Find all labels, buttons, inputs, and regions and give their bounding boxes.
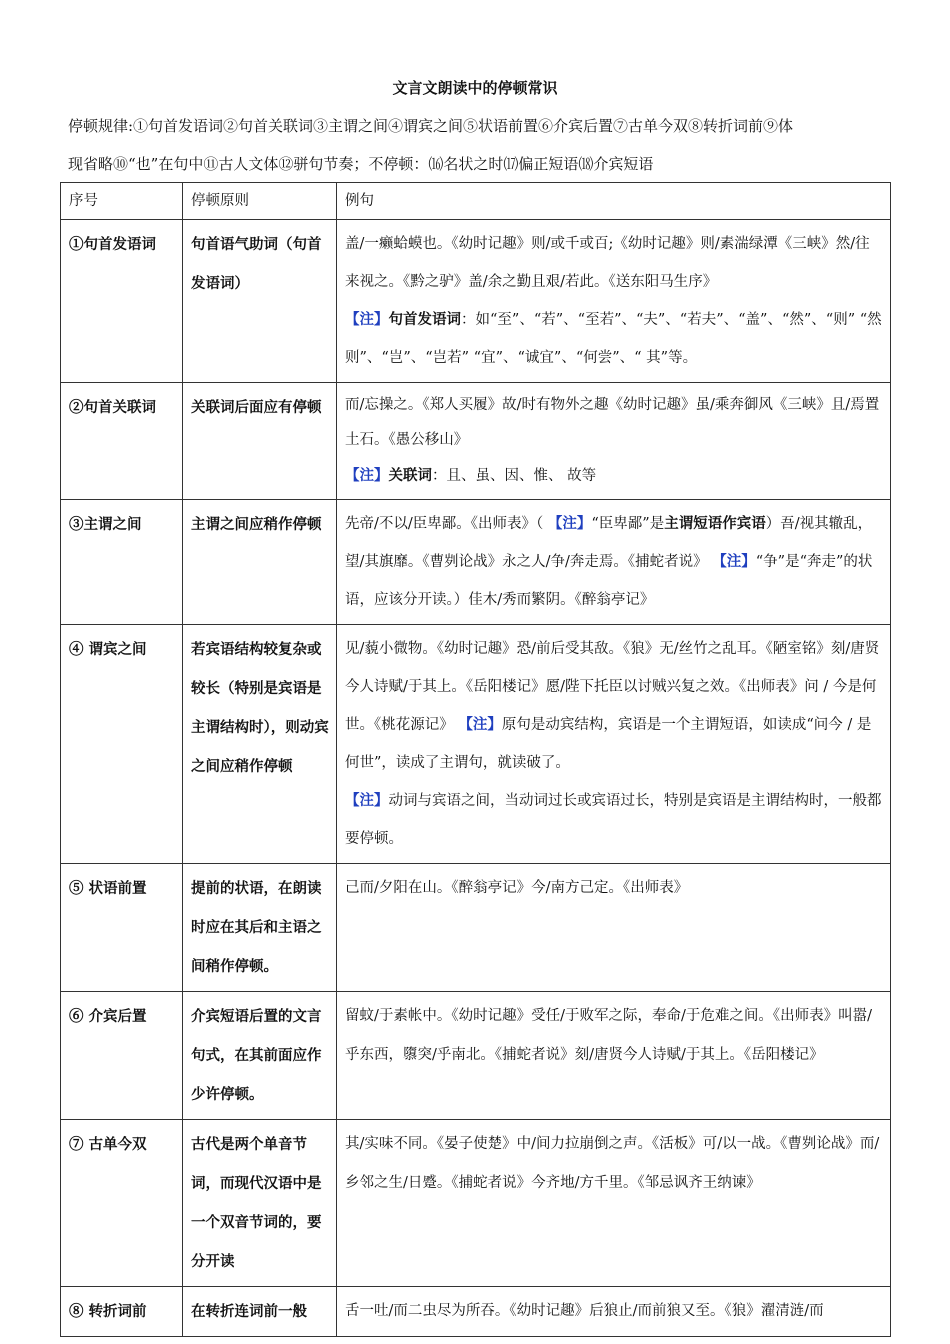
note-text: 动词与宾语之间，当动词过长或宾语过长，特别是宾语是主谓结构时，一般都要停顿。	[345, 793, 882, 847]
note-tag: 【注】	[345, 311, 389, 328]
table-row	[61, 220, 891, 383]
rules-line-2: 现省略⑩“也”在句中⑪古人文体⑫骈句节奏；不停顿：⒃名状之时⒄偏正短语⒅介宾短语	[68, 155, 654, 173]
note-tag: 【注】	[547, 515, 592, 532]
note-text: ：且、虽、因、惟、 故等	[432, 468, 597, 484]
rules-line-1: 停顿规律:①句首发语词②句首关联词③主谓之间④谓宾之间⑤状语前置⑥介宾后置⑦古单今双⑧转折词前⑨体	[68, 117, 794, 135]
header-example: 例句	[337, 183, 891, 220]
table-row	[61, 625, 891, 864]
note-tag: 【注】	[345, 792, 389, 809]
row-rule: 古代是两个单音节词，而现代汉语中是一个双音节词的，要分开读	[183, 1120, 337, 1287]
example-bold-text: 主谓短语作宾语	[664, 515, 766, 532]
pause-rules-table	[60, 182, 891, 1337]
row-name: ②句首关联词	[61, 383, 183, 500]
note-tag: 【注】	[712, 553, 756, 570]
row-example: 己而/夕阳在山。《醉翁亭记》今/南方己定。《出师表》	[337, 864, 891, 992]
row-example	[337, 220, 891, 383]
row-name: ⑦ 古单今双	[61, 1120, 183, 1287]
row-rule: 主谓之间应稍作停顿	[183, 500, 337, 625]
example-text: 盖/一癞蛤蟆也。《幼时记趣》则/或千或百;《幼时记趣》则/素湍绿潭《三峡》然/往来视之。《黔之驴》盖/余之勤且艰/若此。《送东阳马生序》	[345, 236, 870, 290]
example-text: “争”是“奔走”的状语，应该分开读。）佳木/秀而繁阴。《醉翁亭记》	[345, 554, 873, 608]
page-title: 文言文朗读中的停顿常识	[392, 79, 558, 97]
table-row	[61, 992, 891, 1120]
example-note	[345, 782, 884, 858]
row-rule: 关联词后面应有停顿	[183, 383, 337, 500]
example-text: 而/忘操之。《郑人买履》故/时有物外之趣《幼时记趣》虽/乘奔御风《三峡》且/焉置土石。《愚公移山》	[345, 397, 880, 448]
example-text: 先帝/不以/臣卑鄙。《出师表》（	[345, 516, 548, 532]
row-name: ④ 谓宾之间	[61, 625, 183, 864]
header-index: 序号	[61, 183, 183, 220]
table-header-row	[61, 183, 891, 220]
row-name: ⑧ 转折词前	[61, 1287, 183, 1337]
header-rule: 停顿原则	[183, 183, 337, 220]
note-tag: 【注】	[458, 716, 502, 733]
example-text: ）吾/视其辙乱，望/其旗靡。《曹刿论战》永之人/争/奔走焉。《捕蛇者说》	[345, 516, 873, 570]
row-example	[337, 500, 891, 625]
table-row	[61, 1120, 891, 1287]
table-row	[61, 500, 891, 625]
example-note	[345, 301, 884, 377]
table-row	[61, 1287, 891, 1337]
row-example	[337, 625, 891, 864]
row-name: ③主谓之间	[61, 500, 183, 625]
note-label: 句首发语词	[388, 311, 461, 328]
row-example: 留蚊/于素帐中。《幼时记趣》受任/于败军之际，奉命/于危难之间。《出师表》叫嚣/乎东西，隳突/乎南北。《捕蛇者说》刻/唐贤今人诗赋/于其上。《岳阳楼记》	[337, 992, 891, 1120]
row-rule: 提前的状语，在朗读时应在其后和主语之间稍作停顿。	[183, 864, 337, 992]
example-text: 见/藐小微物。《幼时记趣》恐/前后受其敌。《狼》无/丝竹之乱耳。《陋室铭》刻/唐贤今人诗赋/于其上。《岳阳楼记》愿/陛下托臣以讨贼兴复之效。《出师表》问 / 今是何世。《桃花源记》	[345, 641, 880, 733]
row-example	[337, 383, 891, 500]
note-tag: 【注】	[345, 467, 389, 484]
row-rule: 在转折连词前一般	[183, 1287, 337, 1337]
example-text: 原句是动宾结构，宾语是一个主谓短语，如读成“问今 / 是何世”，读成了主谓句，就读破了。	[345, 717, 872, 771]
example-text: “臣卑鄙”是	[591, 516, 665, 532]
row-example: 其/实味不同。《晏子使楚》中/间力拉崩倒之声。《活板》可/以一战。《曹刿论战》而/乡邻之生/日蹙。《捕蛇者说》今齐地/方千里。《邹忌讽齐王纳谏》	[337, 1120, 891, 1287]
row-rule: 句首语气助词（句首发语词）	[183, 220, 337, 383]
row-name: ⑤ 状语前置	[61, 864, 183, 992]
table-row	[61, 864, 891, 992]
note-text: ：如“至”、“若”、“至若”、“夫”、“若夫”、“盖”、“然”、“则” “然则”、“岂”、“岂若” “宜”、“诚宜”、“何尝”、“ 其”等。	[345, 312, 882, 366]
row-rule: 介宾短语后置的文言句式，在其前面应作少许停顿。	[183, 992, 337, 1120]
table-row	[61, 383, 891, 500]
note-label: 关联词	[388, 467, 432, 484]
row-name: ⑥ 介宾后置	[61, 992, 183, 1120]
example-note	[345, 458, 884, 494]
row-name: ①句首发语词	[61, 220, 183, 383]
row-example: 舌一吐/而二虫尽为所吞。《幼时记趣》后狼止/而前狼又至。《狼》濯清涟/而	[337, 1287, 891, 1337]
row-rule: 若宾语结构较复杂或较长（特别是宾语是主谓结构时），则动宾之间应稍作停顿	[183, 625, 337, 864]
rules-summary	[68, 107, 898, 183]
